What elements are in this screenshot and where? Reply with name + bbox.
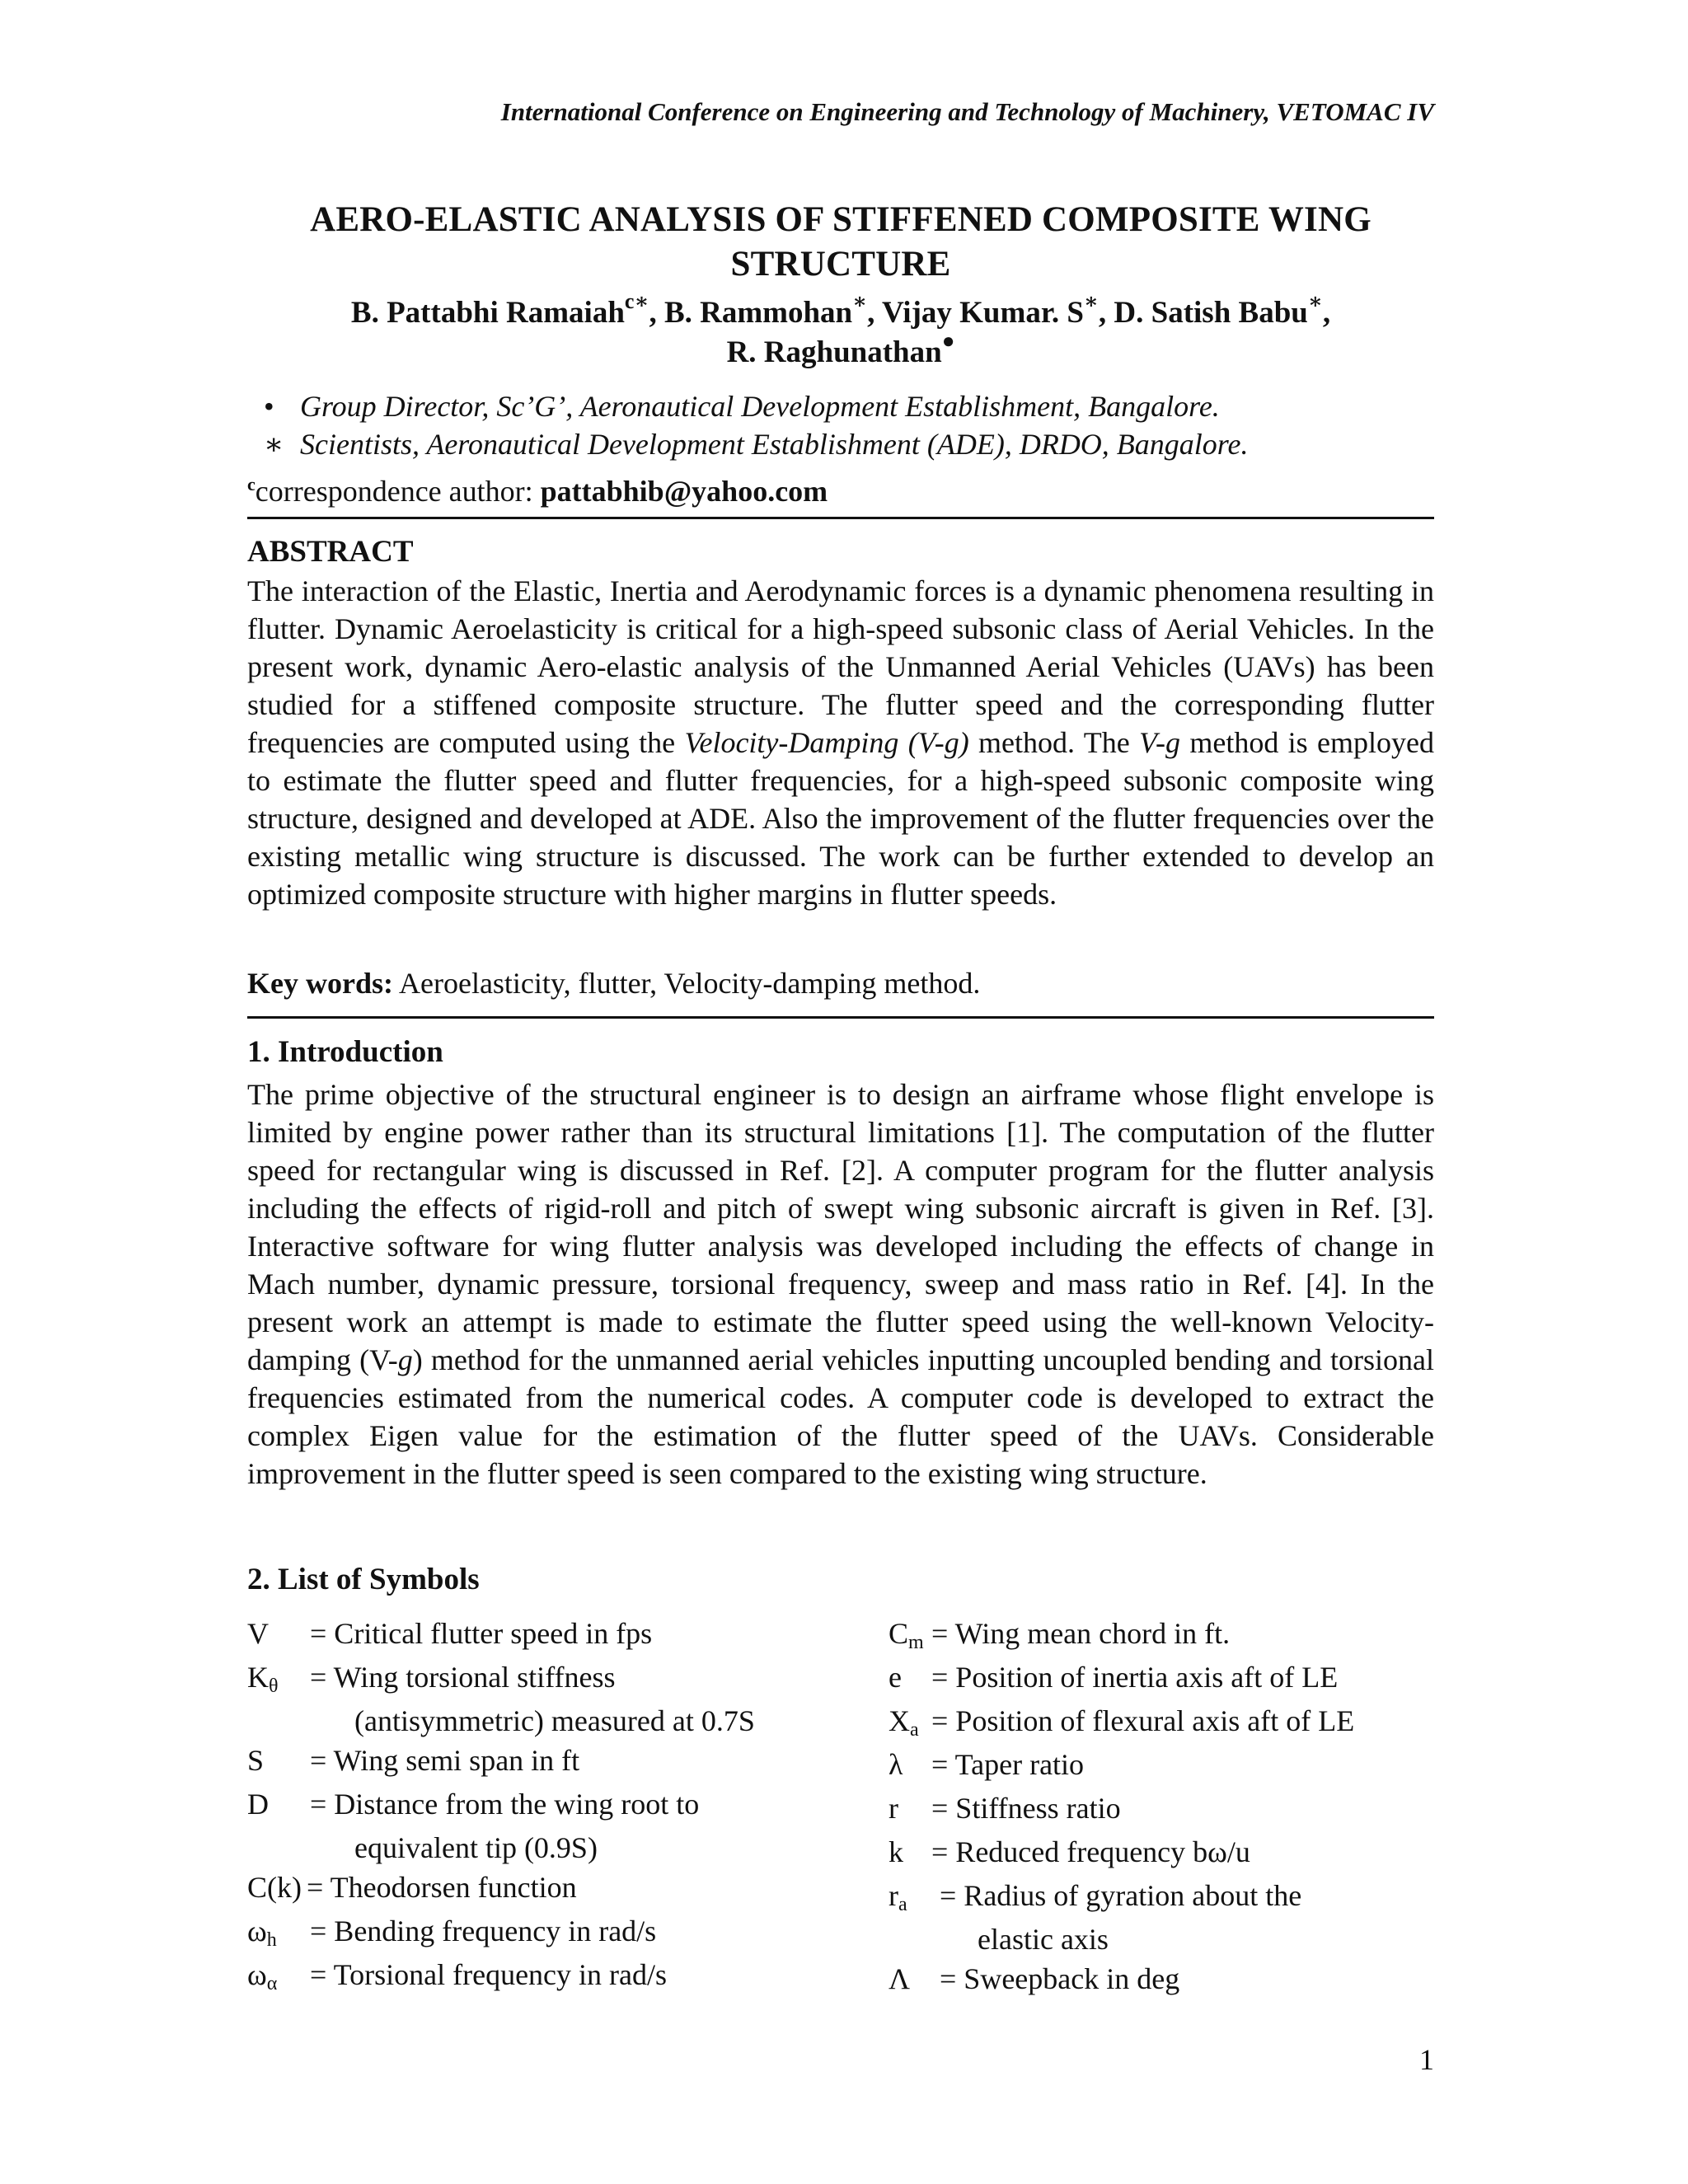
symbol-key: V: [247, 1617, 269, 1650]
symbol-row: [889, 1876, 1449, 1919]
symbol-key: ra: [889, 1879, 907, 1915]
introduction-text: ) method for the unmanned aerial vehicles inputting uncoupled bending and torsional frequencies estimated from the numerical codes. A computer code is developed to extract the complex Eigen value for the estimation of the flutter speed of the UAVs. Considerable improvement in the flutter speed is seen compared to the existing wing structure.: [247, 1343, 1435, 1490]
affiliation-text: Group Director, Sc’G’, Aeronautical Development Establishment, Bangalore.: [300, 390, 1220, 423]
symbol-row: [247, 1784, 841, 1828]
author-line-2: [247, 328, 1434, 373]
symbol-definition: = Radius of gyration about the: [940, 1879, 1302, 1912]
abstract-text: method. The: [968, 726, 1140, 759]
introduction-body: [247, 1076, 1434, 1493]
symbol-key: D: [247, 1788, 269, 1821]
introduction-italic: g: [397, 1343, 413, 1376]
symbol-definition: = Position of inertia axis aft of LE: [931, 1661, 1339, 1694]
paper-title: AERO-ELASTIC ANALYSIS OF STIFFENED COMPOSITE WING STRUCTURE: [310, 200, 1372, 284]
symbol-definition: = Position of flexural axis aft of LE: [931, 1704, 1355, 1737]
abstract-italic: Velocity-Damping (V-g): [684, 726, 969, 759]
symbol-key: [247, 1828, 354, 1868]
symbol-key: ωα: [247, 1958, 278, 1994]
symbol-key: S: [247, 1744, 265, 1777]
symbol-definition: = Stiffness ratio: [931, 1792, 1121, 1825]
author-mark: ∗: [1307, 288, 1323, 313]
author-mark: ●: [941, 328, 955, 353]
abstract-body: [247, 572, 1434, 913]
symbol-definition: (antisymmetric) measured at 0.7S: [354, 1704, 755, 1737]
symbol-row: [889, 1832, 1449, 1876]
symbol-definition: = Torsional frequency in rad/s: [310, 1958, 668, 1991]
author-name: , Vijay Kumar. S: [867, 296, 1084, 330]
symbol-row: [889, 1959, 1449, 2003]
symbol-definition: = Critical flutter speed in fps: [310, 1617, 653, 1650]
symbol-definition: = Theodorsen function: [307, 1871, 577, 1904]
symbol-row: [889, 1657, 1449, 1701]
symbol-definition: = Taper ratio: [931, 1748, 1085, 1781]
symbol-row: [889, 1614, 1449, 1657]
symbol-row: [889, 1745, 1449, 1788]
symbol-row: [889, 1788, 1449, 1832]
abstract-text: The interaction of the Elastic, Inertia and Aerodynamic forces is a dynamic phenomena resulting in flutter. Dynamic Aeroelasticity is critical for a high-speed subsonic class of Aerial Vehicles. In the present work, dynamic Aero-elastic analysis of the Unmanned Aerial Vehicles (UAVs) has been studied for a stiffened composite structure. The flutter speed and the corresponding flutter frequencies are computed using the: [247, 574, 1434, 759]
symbol-key: λ: [889, 1748, 903, 1781]
symbol-key: k: [889, 1835, 903, 1868]
symbol-definition: = Reduced frequency bω/u: [931, 1835, 1250, 1868]
symbol-key: [889, 1919, 978, 1959]
symbol-row: [247, 1701, 841, 1741]
correspondence-line: [247, 474, 828, 509]
keywords-line: [247, 966, 980, 1001]
keywords-label: Key words:: [247, 967, 393, 1000]
affiliation-item: [264, 425, 1434, 463]
symbol-row: [247, 1828, 841, 1868]
symbol-key: [247, 1701, 354, 1741]
symbol-key: e: [889, 1661, 902, 1694]
symbol-row: [247, 1955, 841, 1999]
author-name: B. Pattabhi Ramaiah: [350, 296, 625, 330]
running-head: International Conference on Engineering and Technology of Machinery, VETOMAC IV: [500, 97, 1434, 126]
symbol-key: Λ: [889, 1962, 911, 1995]
symbol-key: C(k): [247, 1871, 302, 1904]
author-mark: ∗: [1083, 288, 1099, 313]
correspondence-email[interactable]: pattabhib@yahoo.com: [540, 475, 828, 508]
symbol-row: [247, 1657, 841, 1701]
author-name: , B. Rammohan: [649, 296, 853, 330]
correspondence-mark: c: [247, 474, 256, 494]
symbols-left-column: [247, 1614, 841, 1999]
symbol-definition: = Sweepback in deg: [940, 1962, 1180, 1995]
symbol-definition: = Wing mean chord in ft.: [931, 1617, 1231, 1650]
symbol-key: r: [889, 1792, 898, 1825]
keywords-text: Aeroelasticity, flutter, Velocity-damping method.: [392, 967, 981, 1000]
author-name: , D. Satish Babu: [1098, 296, 1308, 330]
introduction-heading: 1. Introduction: [247, 1035, 443, 1069]
affiliation-text: Scientists, Aeronautical Development Establishment (ADE), DRDO, Bangalore.: [300, 428, 1249, 461]
symbol-row: [889, 1919, 1449, 1959]
symbol-definition: = Bending frequency in rad/s: [310, 1915, 657, 1947]
author-line-1: [247, 288, 1434, 333]
bullet-icon: •: [264, 390, 274, 423]
asterisk-icon: ∗: [264, 428, 284, 461]
affiliation-item: [264, 387, 1434, 425]
introduction-text: The prime objective of the structural engineer is to design an airframe whose flight envelope is limited by engine power rather than its structural limitations [1]. The computation of the flutter speed for rectangular wing is discussed in Ref. [2]. A computer program for the flutter analysis including the effects of rigid-roll and pitch of swept wing subsonic aircraft is given in Ref. [3]. Interactive software for wing flutter analysis was developed including the effects of change in Mach number, dynamic pressure, torsional frequency, sweep and mass ratio in Ref. [4]. In the present work an attempt is made to estimate the flutter speed using the well-known Velocity-damping (V-: [247, 1078, 1434, 1376]
symbol-row: [889, 1701, 1449, 1745]
symbol-definition: equivalent tip (0.9S): [354, 1831, 598, 1864]
abstract-italic: V-g: [1139, 726, 1181, 759]
author-mark: ∗: [852, 288, 868, 313]
symbol-key: ωh: [247, 1915, 277, 1951]
symbol-key: Cm: [889, 1617, 924, 1653]
author-list: [247, 288, 1434, 373]
symbol-row: [247, 1868, 841, 1911]
symbol-definition: = Wing semi span in ft: [310, 1744, 580, 1777]
symbol-definition: = Wing torsional stiffness: [310, 1661, 616, 1694]
symbol-row: [247, 1911, 841, 1955]
symbol-row: [247, 1741, 841, 1784]
author-separator: ,: [1322, 296, 1331, 330]
symbol-definition: = Distance from the wing root to: [310, 1788, 700, 1821]
affiliations: [264, 387, 1434, 463]
symbols-heading: 2. List of Symbols: [247, 1563, 480, 1596]
symbol-key: Xa: [889, 1704, 919, 1741]
symbol-key: Kθ: [247, 1661, 279, 1697]
author-name: R. Raghunathan: [726, 335, 942, 369]
correspondence-label: correspondence author:: [255, 475, 541, 508]
symbols-right-column: [889, 1614, 1449, 2003]
abstract-text: method is employed to estimate the flutter speed and flutter frequencies, for a high-speed subsonic composite wing structure, designed and developed at ADE. Also the improvement of the flutter frequencies over the existing metallic wing structure is discussed. The work can be further extended to develop an optimized composite structure with higher margins in flutter speeds.: [247, 726, 1434, 911]
symbol-row: [247, 1614, 841, 1657]
divider: [247, 517, 1434, 519]
symbol-definition: elastic axis: [978, 1923, 1109, 1956]
author-mark: c∗: [624, 288, 649, 313]
page-number: 1: [1419, 2043, 1434, 2076]
divider: [247, 1016, 1434, 1019]
abstract-heading: ABSTRACT: [247, 535, 414, 569]
